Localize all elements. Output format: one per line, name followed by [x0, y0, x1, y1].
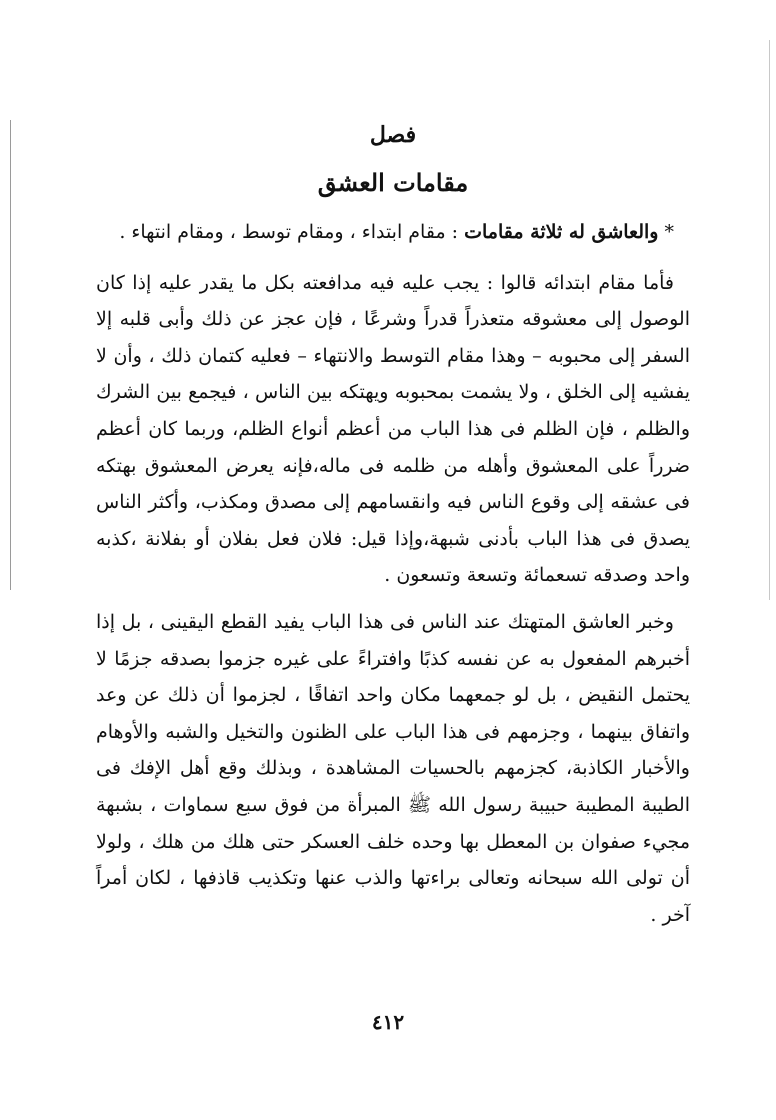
paragraph-lead: والعاشق له ثلاثة مقامات	[464, 221, 659, 243]
page-number: ٤١٢	[371, 1010, 405, 1034]
paragraph-intro	[96, 214, 690, 251]
chapter-label: فصل	[369, 122, 417, 148]
bullet-marker: *	[664, 221, 674, 243]
section-title: مقامات العشق	[317, 168, 469, 197]
book-page	[96, 110, 690, 933]
paragraph-body: فأما مقام ابتدائه قالوا : يجب عليه فيه مدافعته بكل ما يقدر عليه إذا كان الوصول إلى معشوقه متعذراً قدراً وشرعًا ، فإن عجز عن ذلك وأبى قلبه إلا السفر إلى محبوبه – وهذا مقام التوسط والانتهاء – فعليه كتمان ذلك ، وأن لا يفشيه إلى الخلق ، ولا يشمت بمحبوبه ويهتكه بين الناس ، فيجمع بين الشرك والظلم ، فإن الظلم فى هذا الباب من أعظم أنواع الظلم، وربما كان أعظم ضرراً على المعشوق وأهله من ظلمه فى ماله،فإنه يعرض المعشوق بهتكه فى عشقه إلى وقوع الناس فيه وانقسامهم إلى مصدق ومكذب، وأكثر الناس يصدق فى هذا الباب بأدنى شبهة،وإذا قيل: فلان فعل بفلان أو بفلانة ،كذبه واحد وصدقه تسعمائة وتسعة وتسعون .	[96, 271, 690, 587]
page-edge-right	[769, 40, 770, 600]
paragraph-body: وخبر العاشق المتهتك عند الناس فى هذا الباب يفيد القطع اليقينى ، بل إذا أخبرهم المفعول به عن نفسه كذبًا وافتراءً على غيره جزموا بصدقه جزمًا لا يحتمل النقيض ، بل لو جمعهما مكان واحد اتفاقًا ، لجزموا أن ذلك عن وعد واتفاق بينهما ، وجزمهم فى هذا الباب على الظنون والتخيل والشبه والأوهام والأخبار الكاذبة، كجزمهم بالحسيات المشاهدة ، وبذلك وقع أهل الإفك فى الطيبة المطيبة حبيبة رسول الله ﷺ المبرأة من فوق سبع سماوات ، بشبهة مجيء صفوان بن المعطل بها وحده خلف العسكر حتى هلك من هلك ، ولولا أن تولى الله سبحانه وتعالى براءتها والذب عنها وتكذيب قاذفها ، لكان أمراً آخر .	[96, 610, 690, 926]
page-edge-left	[10, 120, 11, 590]
paragraph-intro-text: : مقام ابتداء ، ومقام توسط ، ومقام انتهاء .	[119, 221, 465, 243]
